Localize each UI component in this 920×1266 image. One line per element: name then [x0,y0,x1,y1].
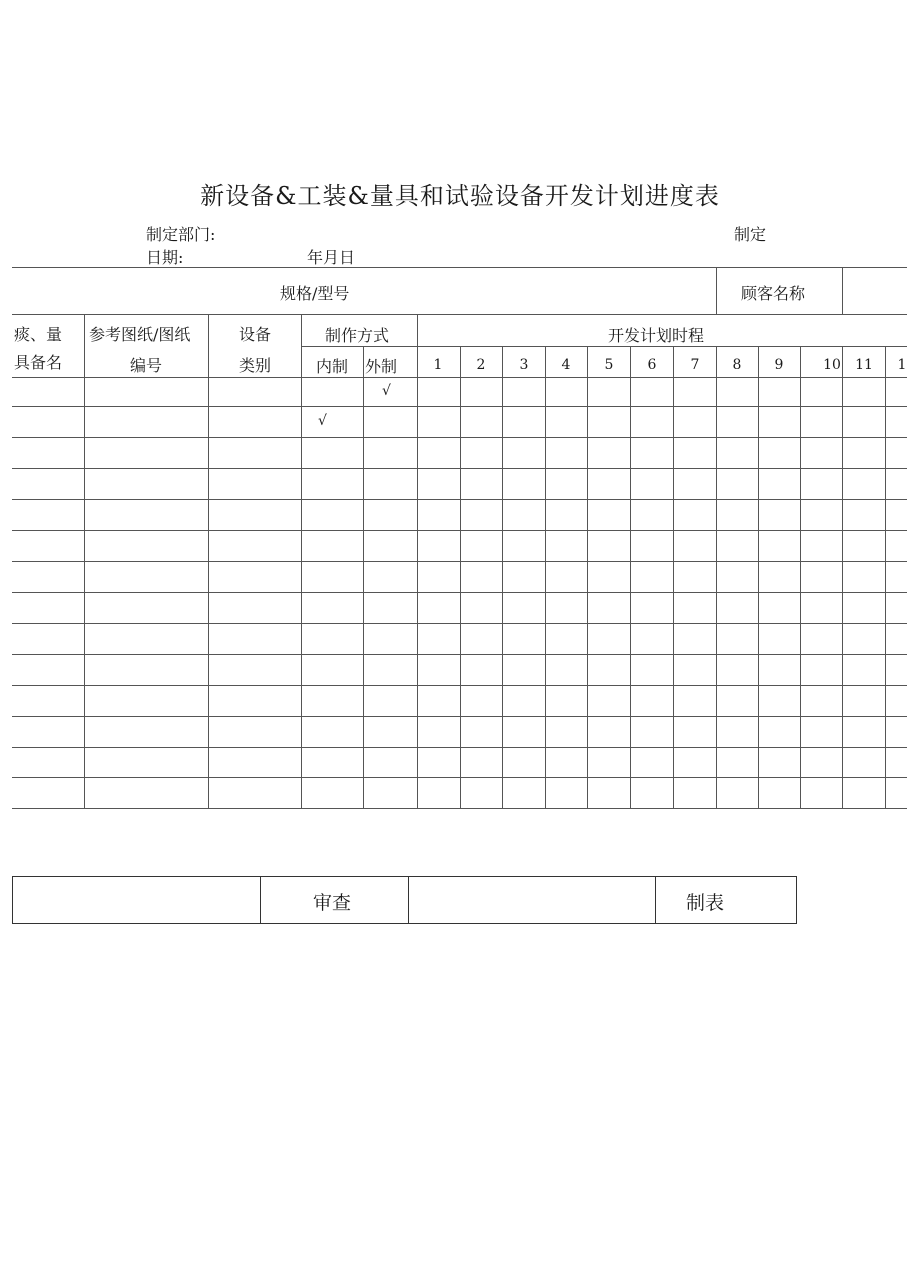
date-value: 年月日 [307,248,356,267]
schedule-period-number: 5 [604,357,614,373]
table-row-rule [12,623,907,624]
prepared-label: 制表 [686,892,725,914]
schedule-period-number: 2 [476,357,486,373]
column-divider [363,346,364,808]
table-row-rule [12,808,907,809]
schedule-period-number: 10 [823,357,841,373]
table-row-rule [12,777,907,778]
schedule-period-number: 9 [774,357,784,373]
external-header: 外制 [365,357,398,376]
col-category-line2: 类别 [239,356,272,375]
date-label: 日期: [146,248,184,267]
spec-label: 规格/型号 [280,284,350,303]
schedule-column-divider [842,346,843,808]
department-label: 制定部门: [146,225,216,244]
schedule-column-divider [716,346,717,808]
made-by-label: 制定 [734,225,767,244]
method-header: 制作方式 [325,326,390,345]
schedule-period-number: 3 [519,357,529,373]
schedule-column-divider [800,346,801,808]
table-row-rule [12,716,907,717]
col-drawing-line1: 参考图纸/图纸 [89,325,191,344]
schedule-period-number: 8 [732,357,742,373]
customer-label: 顾客名称 [741,284,806,303]
table-top-rule [12,267,907,268]
check-mark-internal-row2: √ [318,413,327,429]
table-row-rule [12,377,907,378]
signature-divider [655,876,656,923]
table-row-rule [12,530,907,531]
table-row-rule [12,685,907,686]
table-row-rule [12,654,907,655]
schedule-column-divider [545,346,546,808]
signature-box [12,876,797,924]
schedule-period-number: 6 [647,357,657,373]
schedule-column-divider [587,346,588,808]
check-mark-external-row1: √ [382,383,391,399]
spec-row-divider [716,267,717,314]
spec-row-bottom-rule [12,314,907,315]
col-drawing-line2: 编号 [130,356,163,375]
signature-divider [408,876,409,923]
table-row-rule [12,592,907,593]
col-item-name-line2: 具备名 [14,353,63,372]
schedule-header: 开发计划时程 [608,326,705,345]
internal-header: 内制 [316,357,349,376]
col-category-line1: 设备 [239,325,272,344]
page-title: 新设备&工装&量具和试验设备开发计划进度表 [200,182,720,210]
table-row-rule [12,468,907,469]
schedule-column-divider [885,346,886,808]
table-row-rule [12,499,907,500]
table-row-rule [12,437,907,438]
schedule-period-number: 7 [690,357,700,373]
col-item-name-line1: 痰、量 [14,325,63,344]
review-label: 审查 [313,892,352,914]
spec-row-divider [842,267,843,314]
schedule-column-divider [460,346,461,808]
schedule-column-divider [502,346,503,808]
table-row-rule [12,406,907,407]
table-row-rule [12,747,907,748]
schedule-period-number: 4 [561,357,571,373]
schedule-column-divider [630,346,631,808]
method-subheader-rule [301,346,907,347]
schedule-period-number: 1 [897,357,907,373]
table-row-rule [12,561,907,562]
schedule-column-divider [758,346,759,808]
signature-divider [260,876,261,923]
schedule-period-number: 11 [855,357,873,373]
schedule-column-divider [673,346,674,808]
schedule-period-number: 1 [433,357,443,373]
